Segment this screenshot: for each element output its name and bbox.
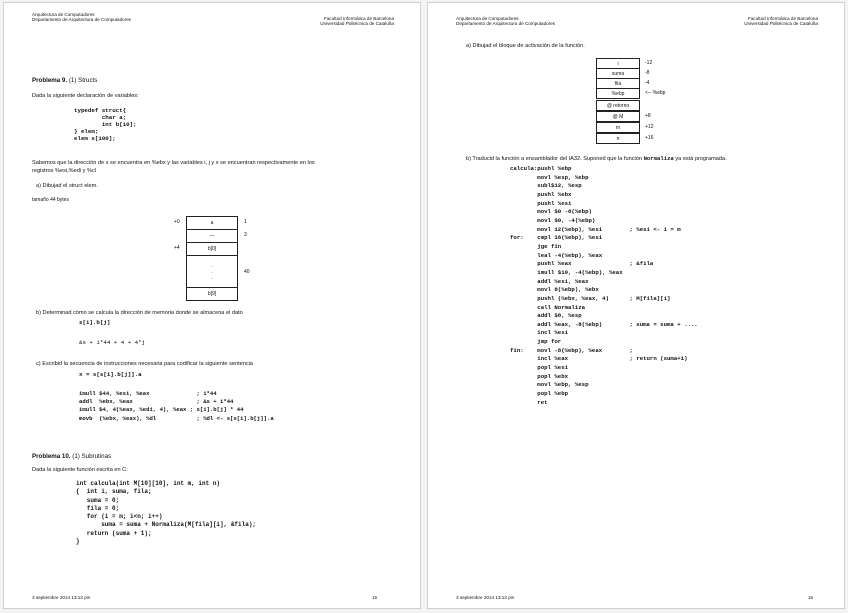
problem9-title: Problema 9. — [32, 77, 68, 84]
faculty-name: Facultad Informática de Barcelona — [748, 16, 818, 21]
page-15 — [3, 2, 421, 609]
page-16 — [427, 2, 845, 609]
question-9c-expression: x = s[s[i].b[j]].a — [79, 371, 142, 378]
struct-declaration-code: typedef struct{ char a; int b[10]; } elem; elem s[100]; — [74, 107, 137, 143]
stack-cell-param-n: n — [596, 133, 640, 144]
problem9-description-2: registros %esi,%edi y %cl — [32, 168, 97, 174]
offset-plus-8: +8 — [645, 113, 651, 119]
offset-plus-4: +4 — [174, 245, 180, 251]
question-9b-answer: &s + i*44 + 4 + 4*j — [79, 339, 146, 346]
problem9-description-1: Sabemos que la dirección de s se encuentra en %ebx y las variables i, j y x se encuentran respectivamente en los — [32, 160, 315, 166]
header-left — [456, 16, 555, 27]
calcula-c-code: int calcula(int M[10][10], int m, int n) { int i, suma, fila; suma = 0; fila = 0; for (i = m; i<n; i++) suma = suma + Normaliza(M[fila][i], &fila); return (suma + 1); } — [76, 480, 257, 546]
question-10b-text: b) Traducid la función a ensamblador del IA32. Suponed que la función — [466, 156, 644, 162]
stack-cell-param-M: @ M — [596, 111, 640, 122]
problem10-title: Problema 10. — [32, 453, 71, 460]
page-number: 16 — [808, 595, 814, 600]
calcula-ia32-assembly: calcula:pushl %ebp movl %esp, %ebp subl$12, %esp pushl %ebx pushl %esi movl $0 -8(%ebp) movl $0, -4(%ebp) movl 12(%ebp), %esi ; %esi <- i = m for: cmpl 16(%ebp), %esi jge fin leal -4(%ebp), %eax pushl %eax ; &fila imull $10, -4(%ebp), %eax addl %esi, %eax movl 8(%ebp), %ebx pushl (%ebx, %eax, 4) ; M[fila][i] call Normaliza addl $8, %esp addl %eax, -8(%ebp) ; suma = suma + .... incl %esi jmp for fin: movl -8(%ebp), %eax ; incl %eax ; return (suma+1) popl %esi popl %ebx movl %ebp, %esp popl %ebp ret — [510, 165, 698, 406]
normaliza-function-name: Normaliza — [643, 155, 674, 162]
offset-plus-0: +0 — [174, 219, 180, 225]
ellipsis-dot-2: . — [211, 268, 213, 275]
stack-cell-return-address: @ retorno — [596, 100, 640, 111]
struct-cell-padding: --- — [186, 229, 238, 243]
page-number: 15 — [372, 595, 378, 600]
question-9a: a) Dibujad el struct elem. — [36, 183, 98, 189]
offset-minus-12: -12 — [645, 60, 653, 66]
struct-cell-b9: b[9] — [186, 287, 238, 301]
stack-cell-param-m: m — [596, 122, 640, 133]
problem9-intro: Dada la siguiente declaración de variables: — [32, 93, 139, 99]
stack-cell-suma: suma — [596, 68, 640, 79]
struct-cell-ellipsis — [186, 255, 238, 288]
question-10b — [466, 155, 727, 163]
problem10-heading — [32, 453, 111, 460]
size-array-b: 40 — [244, 269, 250, 275]
faculty-name: Facultad Informática de Barcelona — [324, 16, 394, 21]
struct-cell-a: a — [186, 216, 238, 230]
footer-date: 3 septiembre 2014 13:13 pm — [456, 595, 515, 600]
ellipsis-dot-3: . — [211, 274, 213, 281]
stack-cell-i: i — [596, 58, 640, 69]
university-name: Universidad Politécnica de Cataluña — [744, 21, 818, 27]
problem9-heading — [32, 77, 97, 84]
problem10-intro: Dada la siguiente función escrita en C: — [32, 467, 128, 473]
offset-minus-4: -4 — [645, 80, 650, 86]
ebp-pointer-label: <-- %ebp — [645, 90, 666, 96]
department-name: Departamento de Arquitectura de Computadores — [456, 21, 556, 27]
problem9-subtitle: (1) Structs — [68, 77, 98, 84]
stack-cell-fila: fila — [596, 78, 640, 89]
course-name: Arquitectura de Computadores — [32, 12, 95, 17]
university-name: Universidad Politécnica de Cataluña — [320, 21, 394, 27]
struct-cell-b0: b[0] — [186, 242, 238, 256]
department-name: Departamento de Arquitectura de Computadores — [32, 17, 132, 23]
offset-minus-8: -8 — [645, 70, 650, 76]
course-name: Arquitectura de Computadores — [456, 16, 519, 21]
size-a: 1 — [244, 219, 247, 225]
header-right — [744, 16, 818, 27]
header-right — [320, 16, 394, 27]
question-9c: c) Escribid la secuencia de instrucciones necesaria para codificar la siguiente sentencia — [36, 361, 254, 367]
question-9c-assembly: imull $44, %esi, %eax ; i*44 addl %ebx, %eax ; &s + i*44 imull $4, 4(%eax, %edi, 4), %eax ; s[i].b[j] * 44 movb (%ebx, %eax), %dl ; %dl <- s[s[i].b[j]].a — [79, 390, 274, 422]
size-padding: 3 — [244, 232, 247, 238]
question-9b-expression: s[i].b[j] — [79, 319, 111, 326]
offset-plus-12: +12 — [645, 124, 654, 130]
question-10a: a) Dibujad el bloque de activación de la función. — [466, 43, 585, 49]
footer-date: 3 septiembre 2014 13:13 pm — [32, 595, 91, 600]
problem10-subtitle: (1) Subrutinas — [72, 453, 112, 460]
struct-size-answer: tamaño 44 bytes — [32, 197, 69, 203]
offset-plus-16: +16 — [645, 135, 654, 141]
header-left — [32, 12, 131, 23]
question-9b: b) Determinad cómo se calcula la dirección de memoria donde se almacena el dato — [36, 310, 243, 316]
stack-cell-old-ebp: %ebp — [596, 88, 640, 99]
question-10b-text-end: ya está programada. — [673, 156, 727, 162]
ellipsis-dot-1: . — [211, 262, 213, 269]
